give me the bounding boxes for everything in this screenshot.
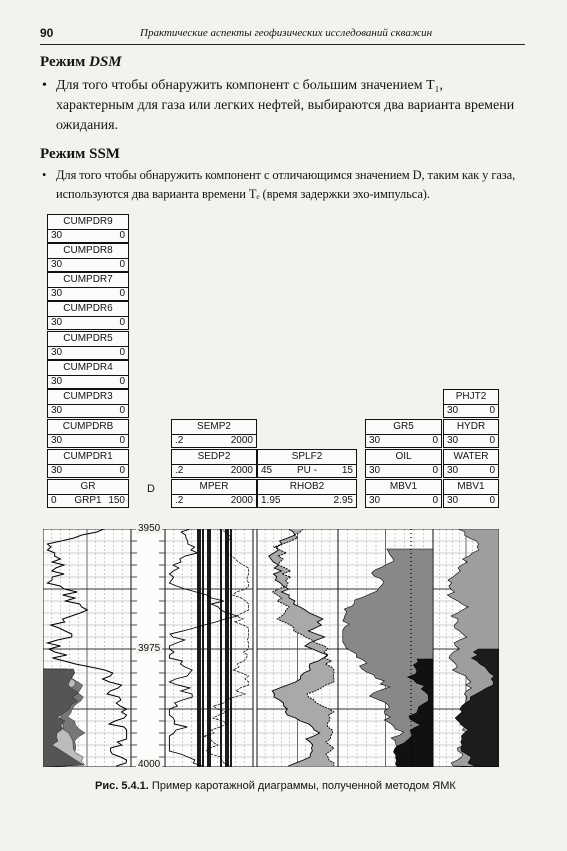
curve-header-rhob2 <box>257 479 357 508</box>
scale-unit: PU - <box>297 465 317 476</box>
scale-max: 2000 <box>230 465 253 476</box>
curve-header-water <box>443 449 499 478</box>
curve-header-cumpdr6 <box>47 301 129 330</box>
curve-header-cumpdr3 <box>47 389 129 418</box>
section-title-ssm: Режим SSM <box>40 146 120 162</box>
curve-header-hydr <box>443 419 499 448</box>
curve-header-sedp2 <box>171 449 257 478</box>
scale-max: 0 <box>119 465 125 476</box>
scale-min: 0 <box>51 495 57 506</box>
curve-header-semp2 <box>171 419 257 448</box>
scale-min: 30 <box>51 405 63 416</box>
scale-max: 0 <box>489 465 495 476</box>
scale-min: 30 <box>447 405 459 416</box>
curve-name: CUMPDRB <box>48 420 128 435</box>
curve-name: MPER <box>172 480 256 495</box>
curve-name: MBV1 <box>444 480 498 495</box>
running-title: Практические аспекты геофизических исследований скважин <box>140 27 433 39</box>
section-title-dsm: Режим DSM <box>40 54 122 70</box>
curve-name: OIL <box>366 450 441 465</box>
curve-header-mbv1 <box>443 479 499 508</box>
scale-max: 0 <box>119 259 125 270</box>
resistivity-band <box>207 529 211 767</box>
curve-name: CUMPDR5 <box>48 332 128 347</box>
scale-min: 30 <box>51 230 63 241</box>
scale-min: 30 <box>51 435 63 446</box>
resistivity-band <box>225 529 229 767</box>
scale-max: 15 <box>341 465 353 476</box>
curve-header-gr5 <box>365 419 442 448</box>
scale-min: 30 <box>447 495 459 506</box>
curve-name: CUMPDR8 <box>48 244 128 259</box>
scale-max: 0 <box>119 288 125 299</box>
scale-min: 30 <box>369 465 381 476</box>
scale-max: 0 <box>119 376 125 387</box>
scale-min: 30 <box>51 376 63 387</box>
curve-header-cumpdr7 <box>47 272 129 301</box>
curve-name: CUMPDR1 <box>48 450 128 465</box>
scale-max: 2.95 <box>333 495 353 506</box>
scale-max: 0 <box>119 317 125 328</box>
depth-track-label: D <box>147 483 155 495</box>
curve-name: CUMPDR7 <box>48 273 128 288</box>
scale-min: 30 <box>51 317 63 328</box>
scale-min: 30 <box>369 435 381 446</box>
scale-min: 30 <box>51 259 63 270</box>
curve-name: SPLF2 <box>258 450 356 465</box>
curve-name: WATER <box>444 450 498 465</box>
curve-header-gr <box>47 479 129 508</box>
curve-header-cumpdr1 <box>47 449 129 478</box>
curve-header-mbv1 <box>365 479 442 508</box>
scale-max: 0 <box>119 230 125 241</box>
scale-max: 0 <box>489 495 495 506</box>
log-plot <box>43 529 499 767</box>
curve-name: CUMPDR4 <box>48 361 128 376</box>
page-number: 90 <box>40 26 54 40</box>
scale-max: 0 <box>119 405 125 416</box>
curve-name: PHJT2 <box>444 390 498 405</box>
scale-min: 30 <box>51 465 63 476</box>
depth-label-4000: 4000 <box>138 759 161 770</box>
curve-name: CUMPDR3 <box>48 390 128 405</box>
scale-min: .2 <box>175 495 184 506</box>
curve-name: CUMPDR9 <box>48 215 128 230</box>
curve-header-cumpdr5 <box>47 331 129 360</box>
scale-min: 30 <box>447 435 459 446</box>
curve-name: CUMPDR6 <box>48 302 128 317</box>
scale-max: 2000 <box>230 495 253 506</box>
curve-header-mper <box>171 479 257 508</box>
scale-max: 2000 <box>230 435 253 446</box>
bullet-dot: • <box>42 78 47 93</box>
resistivity-band <box>197 529 201 767</box>
curve-header-phjt2 <box>443 389 499 418</box>
curve-header-cumpdrb <box>47 419 129 448</box>
scale-min: 30 <box>447 465 459 476</box>
scale-max: 0 <box>432 465 438 476</box>
curve-name: RHOB2 <box>258 480 356 495</box>
curve-header-cumpdr9 <box>47 214 129 243</box>
scale-min: 30 <box>369 495 381 506</box>
curve-name: HYDR <box>444 420 498 435</box>
curve-name: MBV1 <box>366 480 441 495</box>
depth-label-3950: 3950 <box>138 523 161 534</box>
resistivity-band <box>230 529 232 767</box>
bullet-dot: • <box>42 168 47 182</box>
scale-max: 0 <box>489 435 495 446</box>
curve-header-cumpdr8 <box>47 243 129 272</box>
curve-name: GR5 <box>366 420 441 435</box>
curve-name: GR <box>48 480 128 495</box>
curve-header-splf2 <box>257 449 357 478</box>
scale-max: 0 <box>119 435 125 446</box>
scale-min: 1.95 <box>261 495 281 506</box>
scale-min: 45 <box>261 465 273 476</box>
scale-max: 0 <box>432 495 438 506</box>
scale-max: 0 <box>489 405 495 416</box>
resistivity-band <box>220 529 222 767</box>
bullet-dsm: • Для того чтобы обнаружить компонент с большим значением T₁, характерным для газа или легких нефтей, выбираются два варианта времени ожидания. <box>42 78 515 133</box>
scale-min: .2 <box>175 465 184 476</box>
scale-min: 30 <box>51 288 63 299</box>
figure-caption: Рис. 5.4.1. Пример каротажной диаграммы, полученной методом ЯМК <box>95 780 456 792</box>
bullet-ssm: • Для того чтобы обнаружить компонент с отличающимся значением D, таким как у газа, используются два варианта времени Tₑ (время задержки эхо-импульса). <box>42 168 516 201</box>
scale-unit: GRP1 <box>74 495 102 506</box>
scale-min: .2 <box>175 435 184 446</box>
curve-name: SEDP2 <box>172 450 256 465</box>
curve-name: SEMP2 <box>172 420 256 435</box>
scale-min: 30 <box>51 347 63 358</box>
curve-header-oil <box>365 449 442 478</box>
curve-header-cumpdr4 <box>47 360 129 389</box>
header-rule <box>40 44 525 45</box>
scale-max: 150 <box>108 495 125 506</box>
depth-label-3975: 3975 <box>138 643 161 654</box>
scale-max: 0 <box>119 347 125 358</box>
scale-max: 0 <box>432 435 438 446</box>
resistivity-band <box>202 529 204 767</box>
